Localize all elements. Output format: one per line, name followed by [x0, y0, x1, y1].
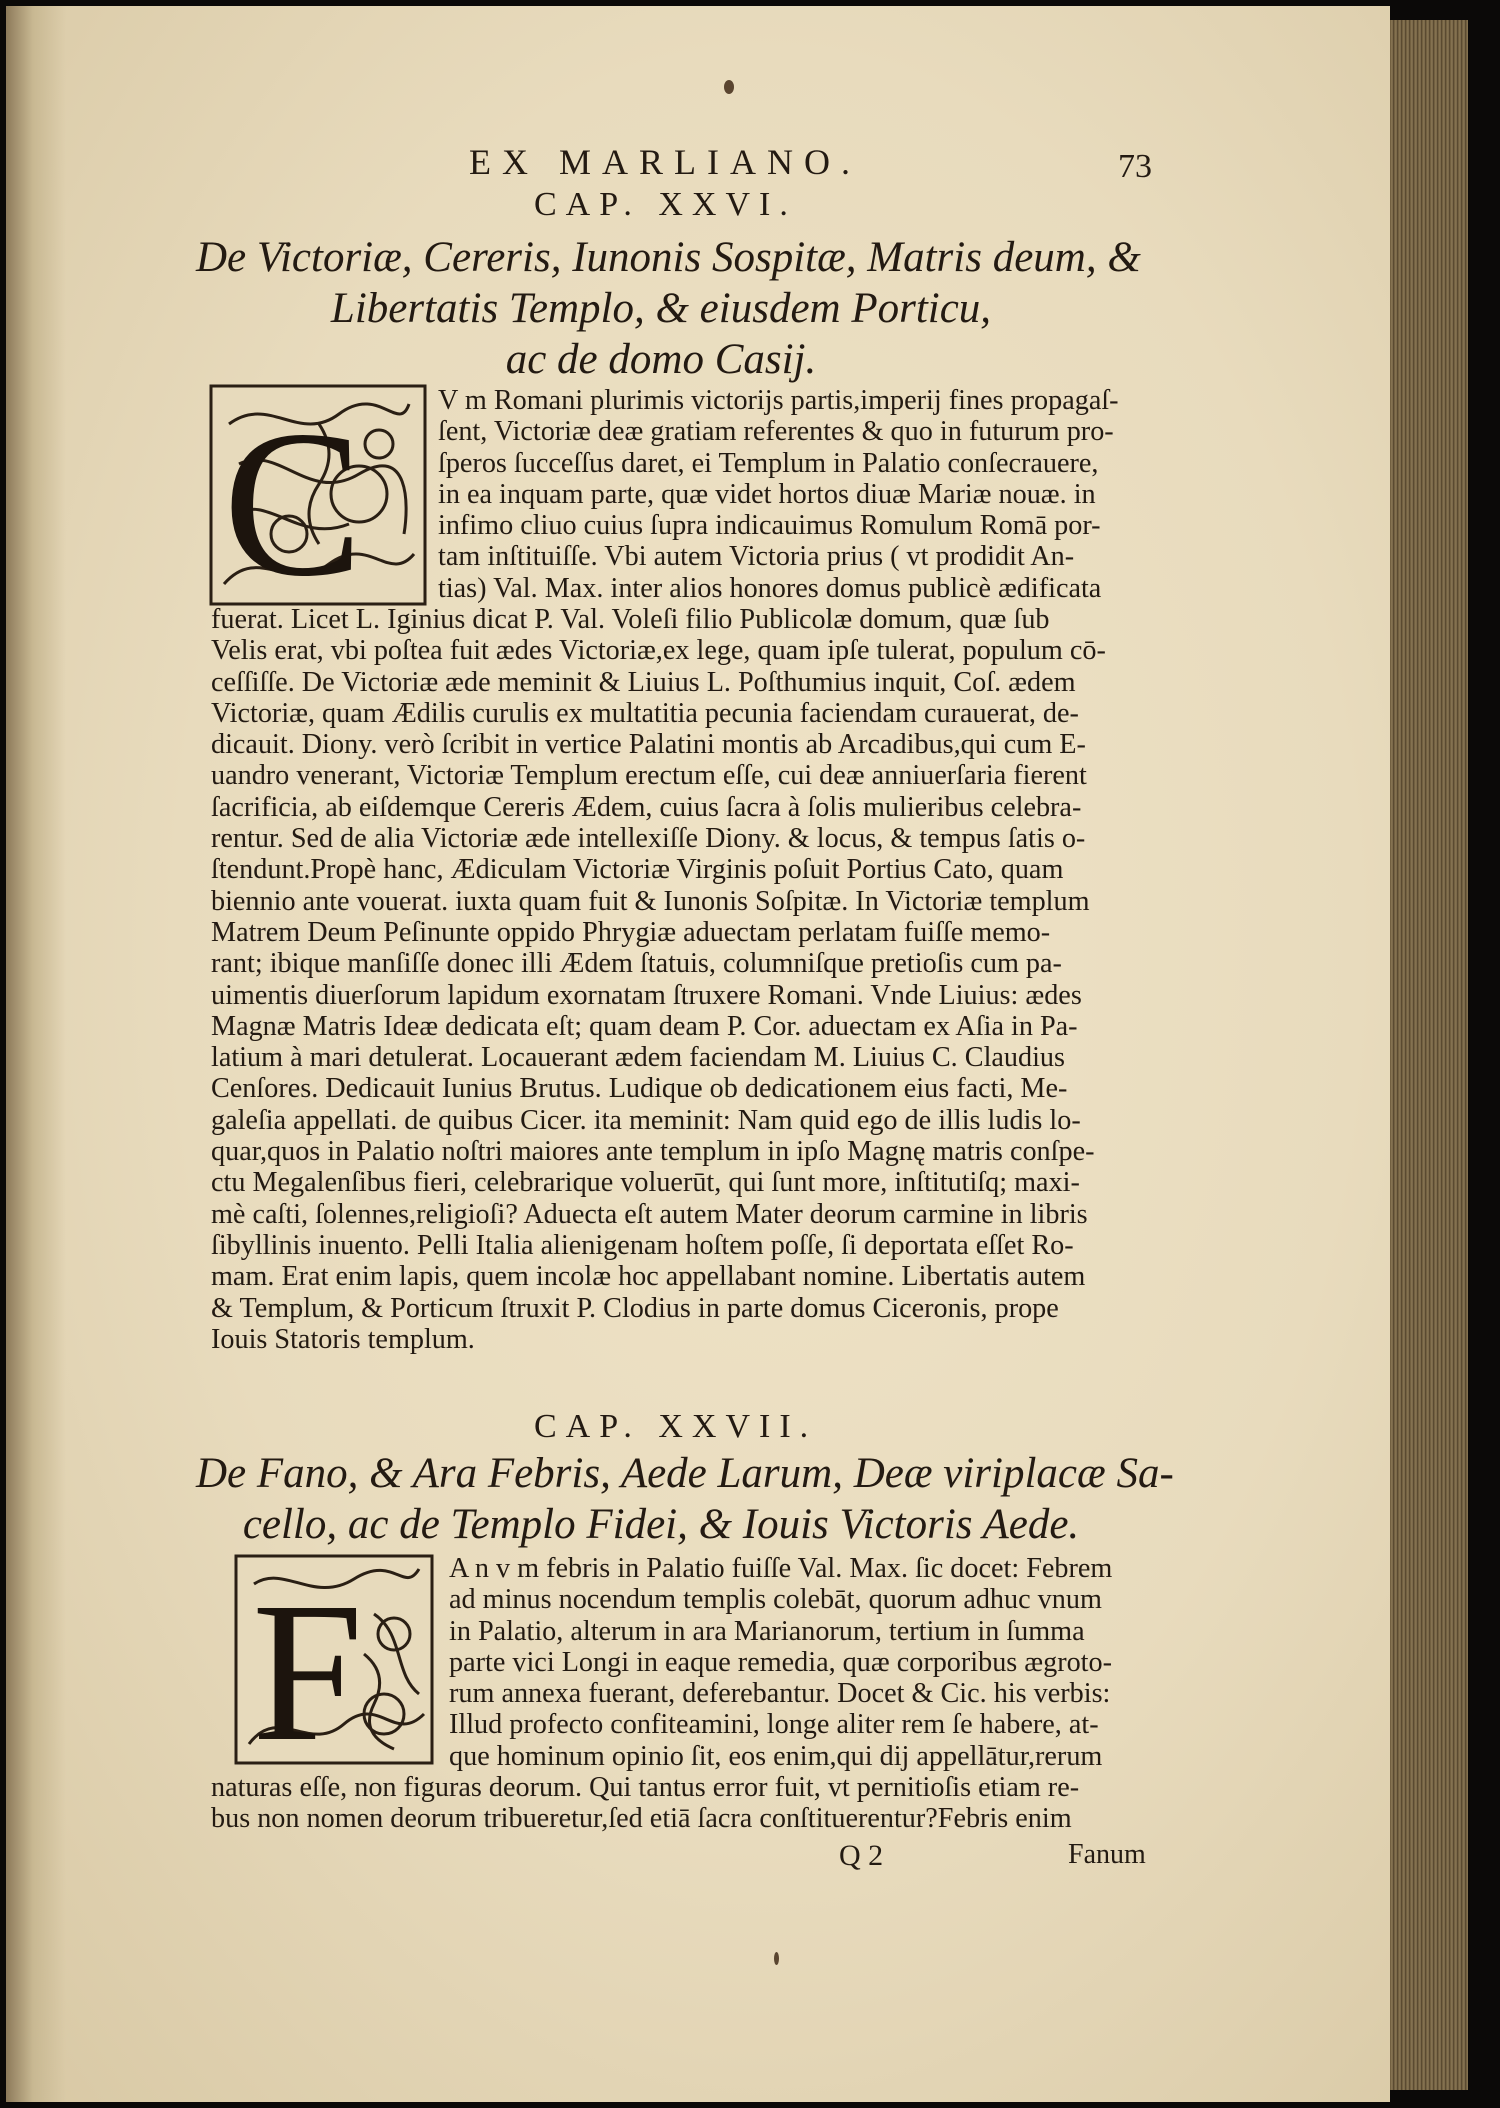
text-line: Cenſores. Dedicauit Iunius Brutus. Ludique ob dedicationem eius facti, Me-	[211, 1073, 1068, 1105]
text-line: quar,quos in Palatio noſtri maiores ante templum in ipſo Magnę matris conſpe-	[211, 1136, 1095, 1168]
text-line: tam inſtituiſſe. Vbi autem Victoria prius ( vt prodidit An-	[438, 541, 1075, 573]
chapter-title-line: ac de domo Casij.	[505, 336, 817, 383]
text-line: que hominum opinio ſit, eos enim,qui dij appellātur,rerum	[449, 1740, 1103, 1772]
text-line: Velis erat, vbi poſtea fuit ædes Victoriæ,ex lege, quam ipſe tulerat, populum cō-	[211, 635, 1106, 667]
chapter-title-line: De Victoriæ, Cereris, Iunonis Sospitæ, Matris deum, &	[196, 234, 1141, 281]
text-line: biennio ante vouerat. iuxta quam fuit & Iunonis Soſpitæ. In Victoriæ templum	[211, 885, 1090, 917]
gutter-shadow	[6, 6, 66, 2102]
chapter-26-text-upper	[438, 385, 1119, 604]
chapter-heading-27: CAP. XXVII.	[534, 1408, 818, 1445]
text-line: naturas eſſe, non figuras deorum. Qui tantus error fuit, vt pernitioſis etiam re-	[211, 1772, 1080, 1803]
text-line: rentur. Sed de alia Victoriæ æde intellexiſſe Diony. & locus, & tempus ſatis o-	[211, 823, 1086, 855]
foliage-ornament	[209, 384, 427, 606]
chapter-title-26	[196, 232, 1141, 385]
initial-letter: F	[252, 1562, 364, 1765]
text-line: ceſſiſſe. De Victoriæ æde meminit & Liuius L. Poſthumius inquit, Coſ. ædem	[211, 666, 1076, 698]
text-line: ctu Megalenſibus fieri, celebrarique voluerūt, qui ſunt more, inſtitutiſq; maxi-	[211, 1167, 1080, 1199]
chapter-title-line: De Fano, & Ara Febris, Aede Larum, Deæ viriplacæ Sa-	[196, 1450, 1174, 1497]
text-line: latium à mari detulerat. Locauerant ædem faciendam M. Liuius C. Claudius	[211, 1042, 1065, 1074]
text-line: uimentis diuerſorum lapidum exornatam ſtruxere Romani. Vnde Liuius: ædes	[211, 979, 1082, 1011]
ink-blot	[724, 80, 734, 94]
text-line: mam. Erat enim lapis, quem incolæ hoc appellabant nomine. Libertatis autem	[211, 1261, 1086, 1293]
chapter-27-text-upper	[449, 1553, 1112, 1772]
text-line: Matrem Deum Peſinunte oppido Phrygiæ aduectam perlatam fuiſſe memo-	[211, 916, 1051, 948]
text-line: bus non nomen deorum tribueretur,ſed etiā ſacra conſtituerentur?Febris enim	[211, 1803, 1072, 1835]
text-line: mè caſti, ſolennes,religioſi? Aduecta eſt autem Mater deorum carmine in libris	[211, 1198, 1088, 1230]
chapter-26-text-lower	[211, 604, 1106, 1355]
text-line: infimo cliuo cuius ſupra indicauimus Romulum Romā por-	[438, 510, 1101, 542]
text-line: ſtendunt.Propè hanc, Ædiculam Victoriæ Virginis poſuit Portius Cato, quam	[211, 854, 1064, 886]
catchword: Fanum	[1068, 1839, 1146, 1870]
text-line: Magnæ Matris Ideæ dedicata eſt; quam deam P. Cor. aduectam ex Aſia in Pa-	[211, 1010, 1078, 1042]
running-head: EX MARLIANO.	[469, 142, 861, 182]
text-line: rum annexa fuerant, deferebantur. Docet & Cic. his verbis:	[449, 1678, 1111, 1710]
text-line: ſperos ſucceſſus daret, ei Templum in Palatio conſecrauere,	[438, 447, 1099, 479]
book-page	[6, 6, 1390, 2102]
text-line: ad minus nocendum templis colebāt, quorum adhuc vnum	[449, 1584, 1102, 1616]
chapter-27-text-lower	[211, 1772, 1079, 1835]
text-line: in Palatio, alterum in ara Marianorum, tertium in ſumma	[449, 1615, 1085, 1647]
ink-speck	[774, 1952, 779, 1965]
text-line: ſacrificia, ab eiſdemque Cereris Ædem, cuius ſacra à ſolis mulieribus celebra-	[211, 791, 1082, 823]
decorated-initial-c-image	[209, 384, 427, 606]
text-line: rant; ibique manſiſſe donec illi Ædem ſtatuis, columniſque pretioſis cum pa-	[211, 948, 1062, 980]
text-line: galeſia appellati. de quibus Cicer. ita meminit: Nam quid ego de illis ludis lo-	[211, 1104, 1081, 1136]
text-line: Illud profecto confiteamini, longe aliter rem ſe habere, at-	[449, 1709, 1099, 1741]
text-line: fuerat. Licet L. Iginius dicat P. Val. Voleſi filio Publicolæ domum, quæ ſub	[211, 604, 1050, 635]
signature-mark: Q 2	[839, 1839, 884, 1872]
initial-letter: C	[223, 388, 364, 606]
text-line: V m Romani plurimis victorijs partis,imperij fines propagaſ-	[438, 385, 1119, 416]
text-line: ſibyllinis inuento. Pelli Italia alienigenam hoſtem poſſe, ſi deportata eſſet Ro-	[211, 1229, 1074, 1261]
chapter-title-27	[196, 1448, 1174, 1550]
text-line: Iouis Statoris templum.	[211, 1323, 475, 1355]
text-line: & Templum, & Porticum ſtruxit P. Clodius in parte domus Ciceronis, prope	[211, 1292, 1059, 1324]
chapter-heading-26: CAP. XXVI.	[534, 186, 797, 223]
decorated-initial-f-image	[234, 1554, 434, 1765]
text-line: parte vici Longi in eaque remedia, quæ corporibus ægroto-	[449, 1646, 1112, 1678]
chapter-title-line: cello, ac de Templo Fidei, & Iouis Victoris Aede.	[242, 1501, 1080, 1548]
text-line: ſent, Victoriæ deæ gratiam referentes & quo in futurum pro-	[438, 416, 1114, 448]
page-number: 73	[1118, 148, 1152, 185]
text-line: Victoriæ, quam Ædilis curulis ex multatitia pecunia faciendam curauerat, de-	[211, 697, 1079, 729]
chapter-title-line: Libertatis Templo, & eiusdem Porticu,	[330, 285, 992, 332]
text-line: tias) Val. Max. inter alios honores domus publicè ædificata	[438, 572, 1102, 604]
foliage-ornament	[234, 1554, 434, 1765]
text-line: in ea inquam parte, quæ videt hortos diuæ Mariæ nouæ. in	[438, 478, 1096, 510]
text-line: uandro venerant, Victoriæ Templum erectum eſſe, cui deæ anniuerſaria fierent	[211, 760, 1087, 792]
text-line: dicauit. Diony. verò ſcribit in vertice Palatini montis ab Arcadibus,qui cum E-	[211, 729, 1086, 761]
book-page-edges	[1390, 20, 1468, 2090]
text-line: A n v m febris in Palatio fuiſſe Val. Max. ſic docet: Febrem	[449, 1553, 1113, 1584]
